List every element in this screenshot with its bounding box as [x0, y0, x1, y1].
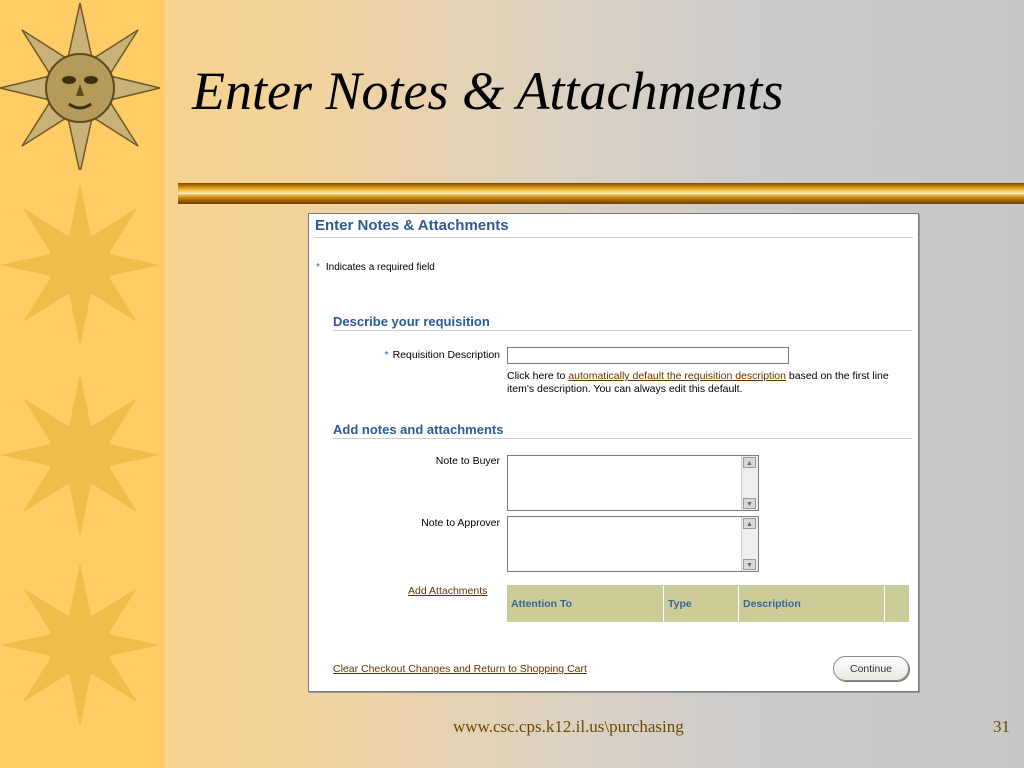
- scrollbar[interactable]: [741, 456, 758, 510]
- scrollbar[interactable]: [741, 517, 758, 571]
- sun-icon: [0, 180, 165, 350]
- hint-suffix: based on the first line item's description. You can always edit this default.: [507, 370, 889, 395]
- required-field-note: [316, 262, 435, 273]
- section-rule: [333, 438, 912, 439]
- scroll-down-icon[interactable]: ▼: [743, 559, 756, 570]
- column-header-type: Type: [664, 585, 739, 622]
- page-number: 31: [993, 717, 1010, 736]
- screenshot-panel: [308, 213, 919, 692]
- default-description-link[interactable]: automatically default the requisition description: [568, 370, 786, 382]
- default-description-hint: [507, 370, 907, 396]
- requisition-description-label: [385, 349, 500, 361]
- requisition-description-label-text: Requisition Description: [392, 349, 500, 361]
- required-note-text: Indicates a required field: [325, 262, 435, 273]
- required-star: *: [316, 262, 320, 273]
- requisition-description-input[interactable]: [507, 347, 789, 364]
- page-title: Enter Notes & Attachments: [315, 217, 509, 234]
- attachments-table: [507, 585, 910, 622]
- sun-face-icon: [0, 0, 165, 170]
- scroll-down-icon[interactable]: ▼: [743, 498, 756, 509]
- title-rule: [314, 237, 913, 238]
- clear-checkout-link[interactable]: Clear Checkout Changes and Return to Shopping Cart: [333, 663, 587, 675]
- note-to-buyer-textarea[interactable]: [507, 455, 759, 511]
- note-to-buyer-label: Note to Buyer: [435, 455, 500, 467]
- title-divider: [178, 183, 1024, 204]
- notes-section-heading: Add notes and attachments: [333, 422, 504, 437]
- column-header-description: Description: [739, 585, 885, 622]
- add-attachments-link[interactable]: Add Attachments: [408, 585, 488, 597]
- slide-title: Enter Notes & Attachments: [192, 61, 784, 121]
- required-star: *: [384, 349, 389, 361]
- column-header-attention-to: Attention To: [507, 585, 664, 622]
- column-header-empty: [885, 585, 910, 622]
- footer-url: www.csc.cps.k12.il.us\purchasing: [453, 717, 684, 736]
- note-to-approver-label: Note to Approver: [421, 517, 500, 529]
- continue-button[interactable]: Continue: [833, 656, 909, 681]
- scroll-up-icon[interactable]: ▲: [743, 518, 756, 529]
- sun-icon: [0, 370, 165, 540]
- scroll-up-icon[interactable]: ▲: [743, 457, 756, 468]
- sun-icon: [0, 560, 165, 730]
- hint-prefix: Click here to: [507, 370, 569, 382]
- describe-section-heading: Describe your requisition: [333, 314, 490, 329]
- section-rule: [333, 330, 912, 331]
- table-header-row: [507, 585, 910, 622]
- left-decorative-band: [0, 0, 165, 768]
- note-to-approver-textarea[interactable]: [507, 516, 759, 572]
